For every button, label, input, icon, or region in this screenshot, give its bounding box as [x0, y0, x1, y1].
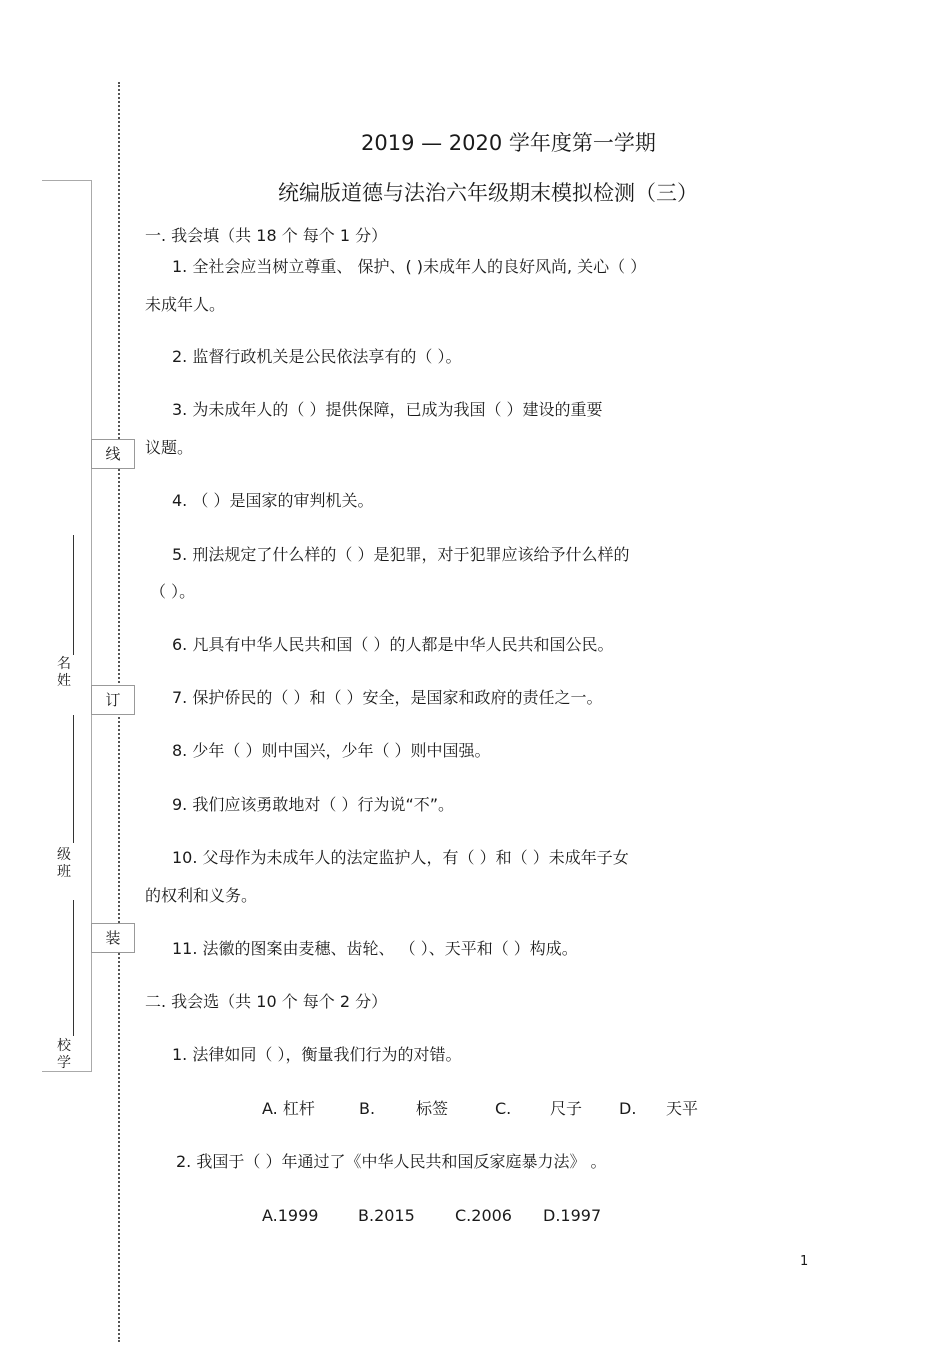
seal-label-staple: 装 [105, 929, 121, 947]
seal-label-bind: 订 [105, 691, 121, 709]
class-label [56, 847, 72, 881]
mc-option: 标签 [416, 1099, 449, 1118]
name-label-char: 姓 [57, 673, 71, 689]
mc-question-stem: 2. 我国于（ ）年通过了《中华人民共和国反家庭暴力法》 。 [176, 1152, 607, 1171]
school-label [56, 1038, 72, 1072]
margin-top-rule [42, 180, 92, 181]
q-line: 7. 保护侨民的（ ）和（ ）安全，是国家和政府的责任之一。 [172, 688, 603, 707]
section1-heading: 一. 我会填（共 18 个 每个 1 分） [145, 226, 388, 245]
class-label-char: 班 [57, 864, 71, 880]
seal-label-line: 线 [105, 445, 121, 463]
class-write-line [73, 715, 74, 843]
mc-question-stem: 1. 法律如同（ ），衡量我们行为的对错。 [172, 1045, 462, 1064]
mc-option: A.1999 [262, 1206, 319, 1225]
exam-title: 统编版道德与法治六年级期末模拟检测（三） [278, 181, 698, 205]
q-line: （ ）。 [150, 582, 196, 601]
q-line: 未成年人。 [145, 295, 226, 314]
q-line: 3. 为未成年人的（ ）提供保障，已成为我国（ ）建设的重要 [172, 400, 603, 419]
q-line: 的权利和义务。 [145, 886, 258, 905]
class-label-char: 级 [57, 847, 71, 863]
q-line: 10. 父母作为未成年人的法定监护人，有（ ）和（ ）未成年子女 [172, 848, 629, 867]
seal-box-bind [91, 685, 135, 715]
q-line: 9. 我们应该勇敢地对（ ）行为说“不”。 [172, 795, 455, 814]
school-label-char: 校 [57, 1038, 71, 1054]
mc-option: 尺子 [550, 1099, 583, 1118]
q-line: 2. 监督行政机关是公民依法享有的（ ）。 [172, 347, 462, 366]
mc-option: D.1997 [543, 1206, 602, 1225]
school-label-char: 学 [57, 1055, 71, 1071]
mc-option: C. [495, 1099, 512, 1118]
seal-box-line [91, 439, 135, 469]
name-label-char: 名 [57, 656, 71, 672]
school-write-line [73, 900, 74, 1036]
mc-option: 天平 [666, 1099, 699, 1118]
mc-option: B.2015 [358, 1206, 415, 1225]
q-line: 6. 凡具有中华人民共和国（ ）的人都是中华人民共和国公民。 [172, 635, 614, 654]
page-number: 1 [800, 1254, 809, 1269]
q-line: 11. 法徽的图案由麦穗、齿轮、 （ ）、天平和（ ）构成。 [172, 939, 578, 958]
q-line: 1. 全社会应当树立尊重、 保护、( )未成年人的良好风尚, 关心（ ） [172, 257, 647, 276]
q-line: 议题。 [145, 438, 194, 457]
q-line: 4. （ ）是国家的审判机关。 [172, 491, 374, 510]
name-write-line [73, 535, 74, 655]
mc-option: B. [359, 1099, 376, 1118]
q-line: 8. 少年（ ）则中国兴，少年（ ）则中国强。 [172, 741, 491, 760]
year-line: 2019 — 2020 学年度第一学期 [361, 131, 656, 155]
mc-option: C.2006 [455, 1206, 512, 1225]
section2-heading: 二. 我会选（共 10 个 每个 2 分） [145, 992, 388, 1011]
mc-option: A. 杠杆 [262, 1099, 315, 1118]
name-label [56, 656, 72, 690]
mc-option: D. [619, 1099, 637, 1118]
q-line: 5. 刑法规定了什么样的（ ）是犯罪，对于犯罪应该给予什么样的 [172, 545, 630, 564]
seal-box-staple [91, 923, 135, 953]
